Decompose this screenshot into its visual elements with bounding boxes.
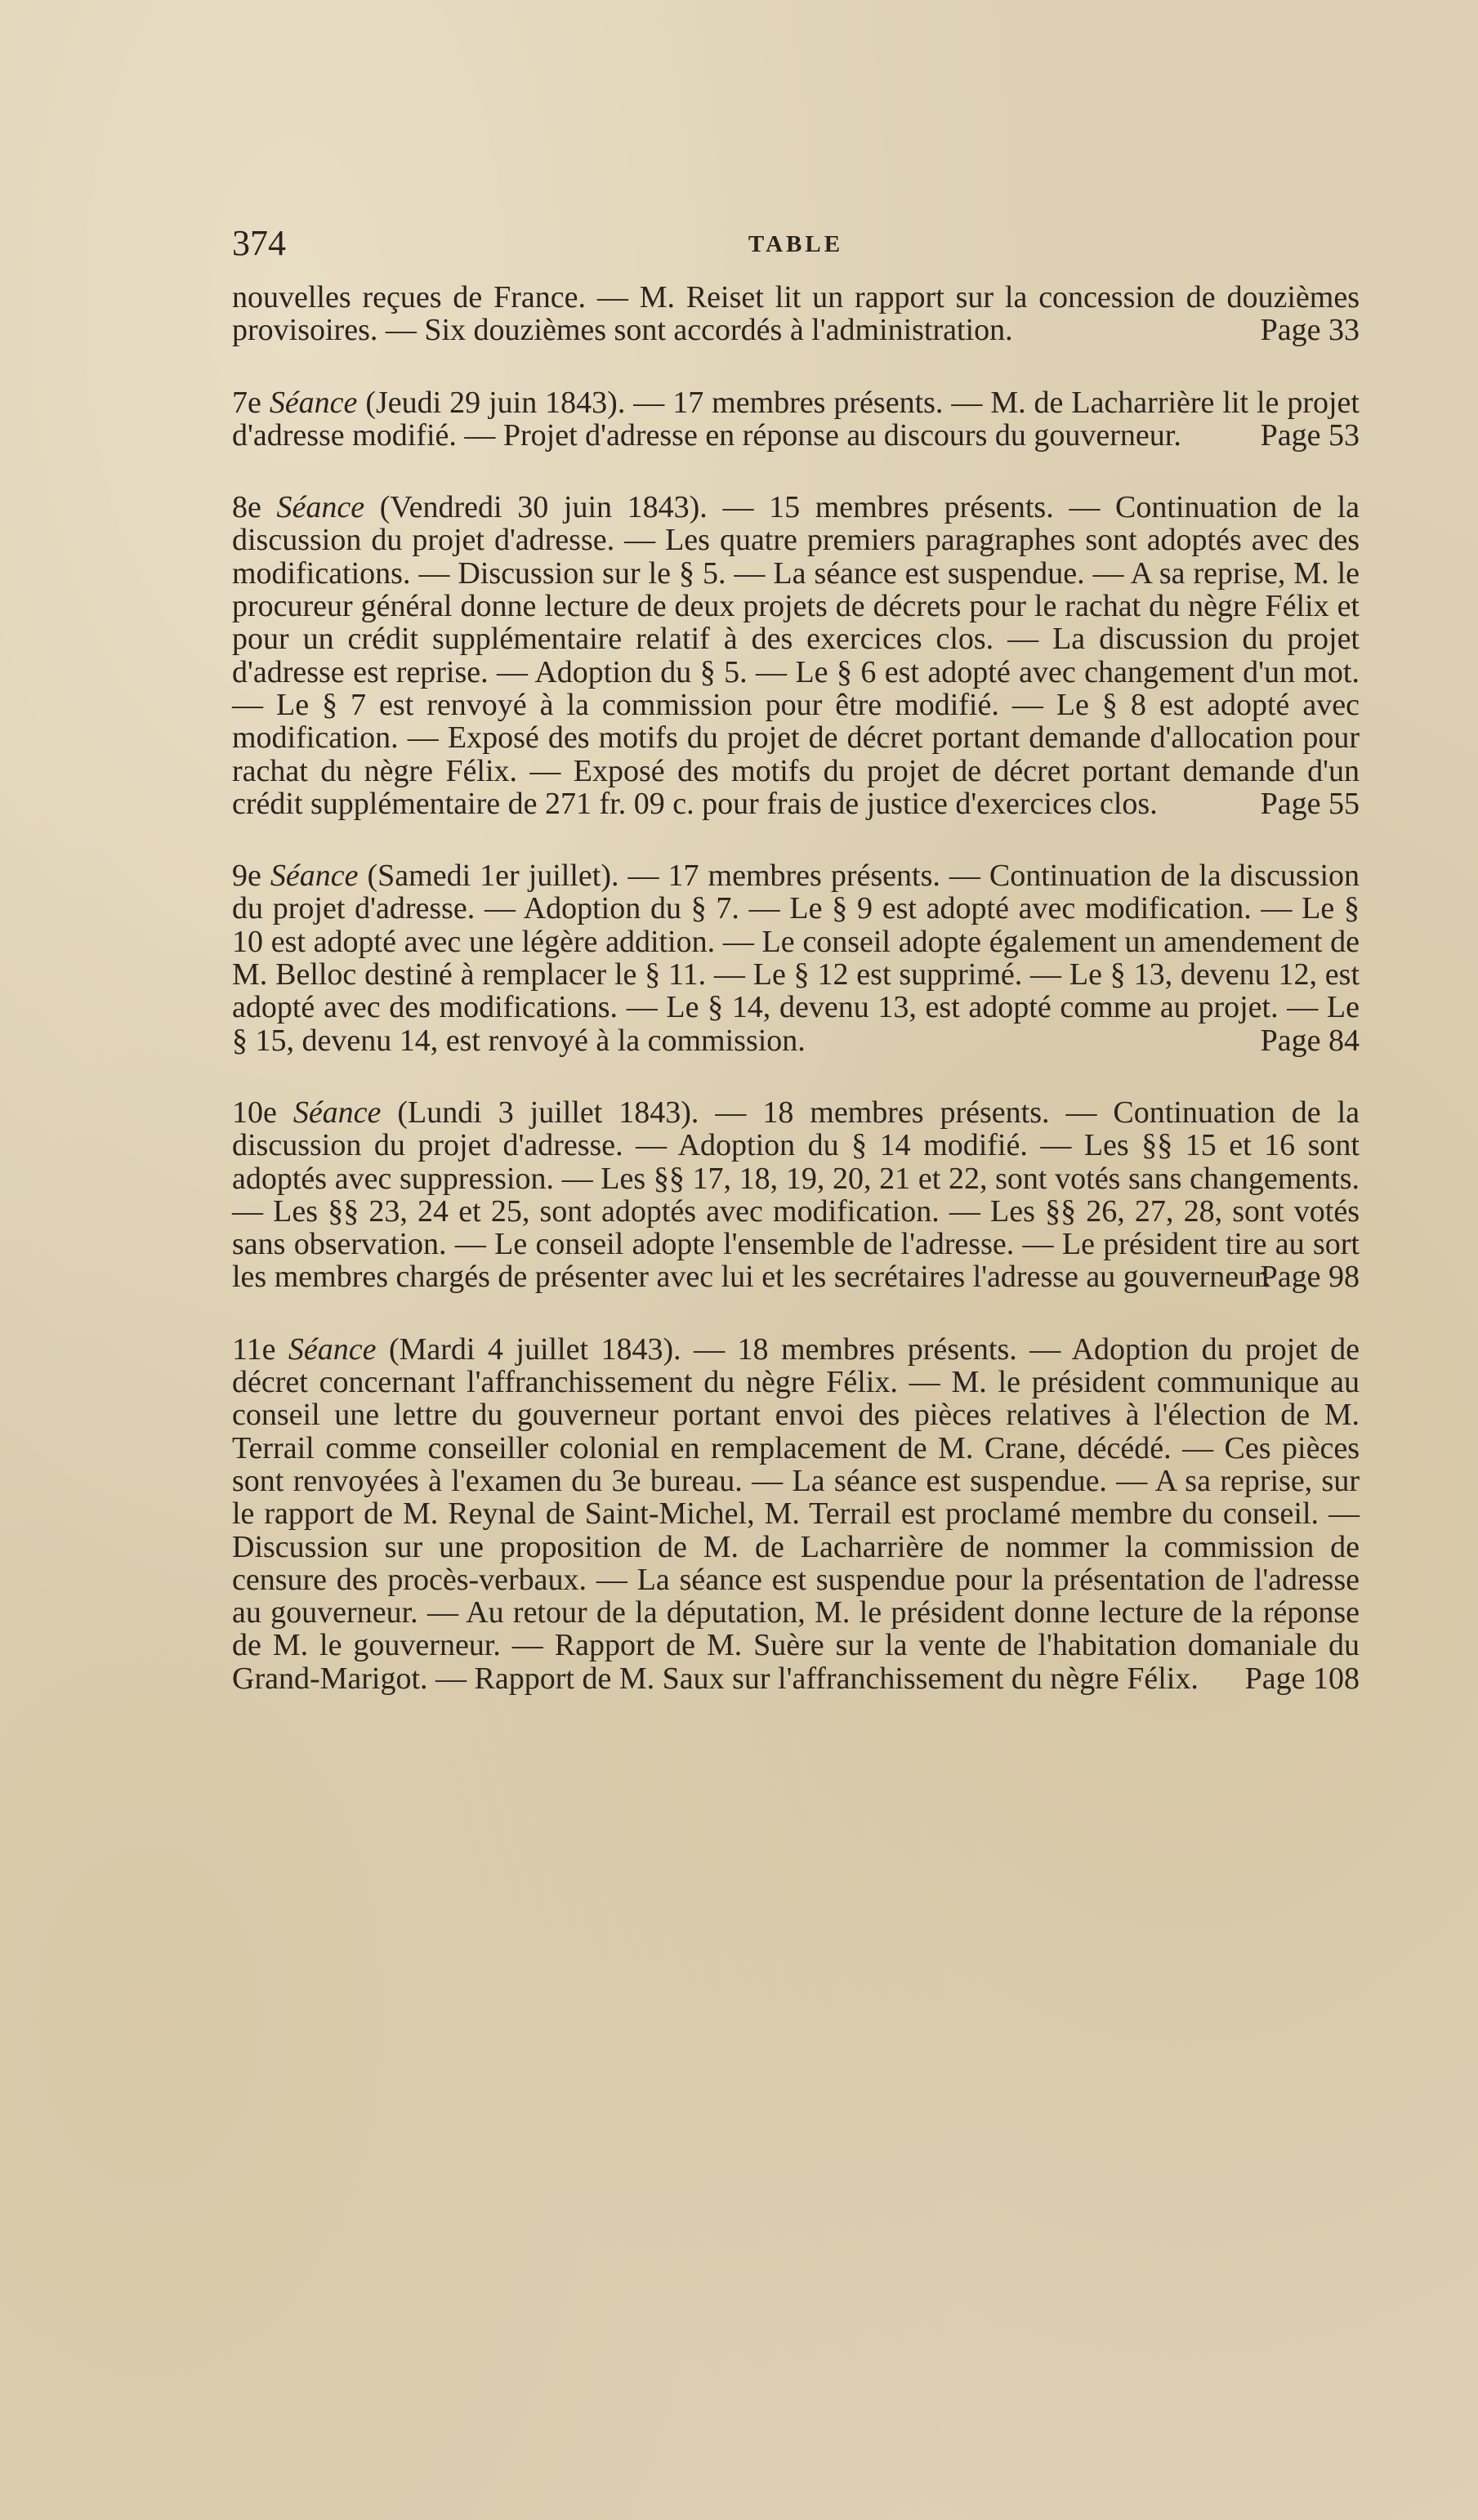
page-reference: Page 98	[1260, 1260, 1360, 1295]
session-entry	[232, 386, 1360, 453]
session-number: 7e	[232, 385, 270, 420]
session-entry	[232, 1096, 1360, 1294]
session-title: Séance	[288, 1331, 377, 1367]
running-title: TABLE	[748, 231, 844, 257]
session-entry	[232, 1333, 1360, 1695]
entry-text: — 17 membres présents. — M. de Lacharrière lit le projet d'adresse modifié. — Projet d'adresse en réponse au discours du gouverneur.	[232, 385, 1360, 453]
session-entry	[232, 859, 1360, 1057]
session-title: Séance	[276, 490, 365, 525]
entry-text: — 15 membres présents. — Continuation de la discussion du projet d'adresse. — Les quatre premiers paragraphes sont adoptés avec des modifications. — Discussion sur le § 5. — La séance est suspendue. — A sa reprise, M. le procureur général donne lecture de deux projets de décrets pour le rachat du nègre Félix et pour un crédit supplémentaire relatif à des exercices clos. — La discussion du projet d'adresse est reprise. — Adoption du § 5. — Le § 6 est adopté avec changement d'un mot. — Le § 7 est renvoyé à la commission pour être modifié. — Le § 8 est adopté avec modification. — Exposé des motifs du projet de décret portant demande d'allocation pour rachat du nègre Félix. — Exposé des motifs du projet de décret portant demande d'un crédit supplémentaire de 271 fr. 09 c. pour frais de justice d'exercices clos.	[232, 490, 1360, 821]
entry-text: nouvelles reçues de France. — M. Reiset lit un rapport sur la concession de douzièmes provisoires. — Six douzièmes sont accordés à l'administration.	[232, 280, 1360, 348]
session-title: Séance	[269, 385, 358, 420]
session-date: (Vendredi 30 juin 1843).	[364, 490, 723, 525]
page-header	[232, 219, 1360, 268]
session-date: (Jeudi 29 juin 1843).	[357, 385, 634, 420]
page-reference: Page 55	[1260, 786, 1360, 821]
page-reference: Page 108	[1244, 1661, 1360, 1696]
page-reference: Page 53	[1260, 417, 1360, 453]
page-number: 374	[232, 223, 286, 263]
entry-text: — 18 membres présents. — Continuation de la discussion du projet d'adresse. — Adoption du § 14 modifié. — Les §§ 15 et 16 sont adoptés avec suppression. — Les §§ 17, 18, 19, 20, 21 et 22, sont votés sans changements. — Les §§ 23, 24 et 25, sont adoptés avec modification. — Les §§ 26, 27, 28, sont votés sans observation. — Le conseil adopte l'ensemble de l'adresse. — Le président tire au sort les membres chargés de présenter avec lui et les secrétaires l'adresse au gouverneur.	[232, 1095, 1360, 1295]
session-date: (Lundi 3 juillet 1843).	[381, 1095, 716, 1130]
session-entry	[232, 491, 1360, 820]
session-title: Séance	[270, 859, 359, 894]
session-number: 9e	[232, 859, 270, 894]
session-entry	[232, 281, 1360, 347]
page-reference: Page 84	[1260, 1023, 1360, 1058]
entry-text: — 17 membres présents. — Continuation de la discussion du projet d'adresse. — Adoption du § 7. — Le § 9 est adopté avec modification. — Le § 10 est adopté avec une légère addition. — Le conseil adopte également un amendement de M. Belloc destiné à remplacer le § 11. — Le § 12 est supprimé. — Le § 13, devenu 12, est adopté avec des modifications. — Le § 14, devenu 13, est adopté comme au projet. — Le § 15, devenu 14, est renvoyé à la commission.	[232, 859, 1360, 1058]
entry-text: — 18 membres présents. — Adoption du projet de décret concernant l'affranchissement du nègre Félix. — M. le président communique au conseil une lettre du gouverneur portant envoi des pièces relatives à l'élection de M. Terrail comme conseiller colonial en remplacement de M. Crane, décédé. — Ces pièces sont renvoyées à l'examen du 3e bureau. — La séance est suspendue. — A sa reprise, sur le rapport de M. Reynal de Saint-Michel, M. Terrail est proclamé membre du conseil. — Discussion sur une proposition de M. de Lacharrière de nommer la commission de censure des procès-verbaux. — La séance est suspendue pour la présentation de l'adresse au gouverneur. — Au retour de la députation, M. le président donne lecture de la réponse de M. le gouverneur. — Rapport de M. Suère sur la vente de l'habitation domaniale du Grand-Marigot. — Rapport de M. Saux sur l'affranchissement du nègre Félix.	[232, 1331, 1360, 1696]
session-number: 11e	[232, 1331, 288, 1367]
table-of-contents	[232, 281, 1360, 1734]
session-number: 10e	[232, 1095, 293, 1130]
page-reference: Page 33	[1260, 313, 1360, 348]
session-title: Séance	[292, 1095, 382, 1130]
session-date: (Samedi 1er juillet).	[358, 859, 628, 894]
session-date: (Mardi 4 juillet 1843).	[376, 1331, 694, 1367]
session-number: 8e	[232, 490, 277, 525]
